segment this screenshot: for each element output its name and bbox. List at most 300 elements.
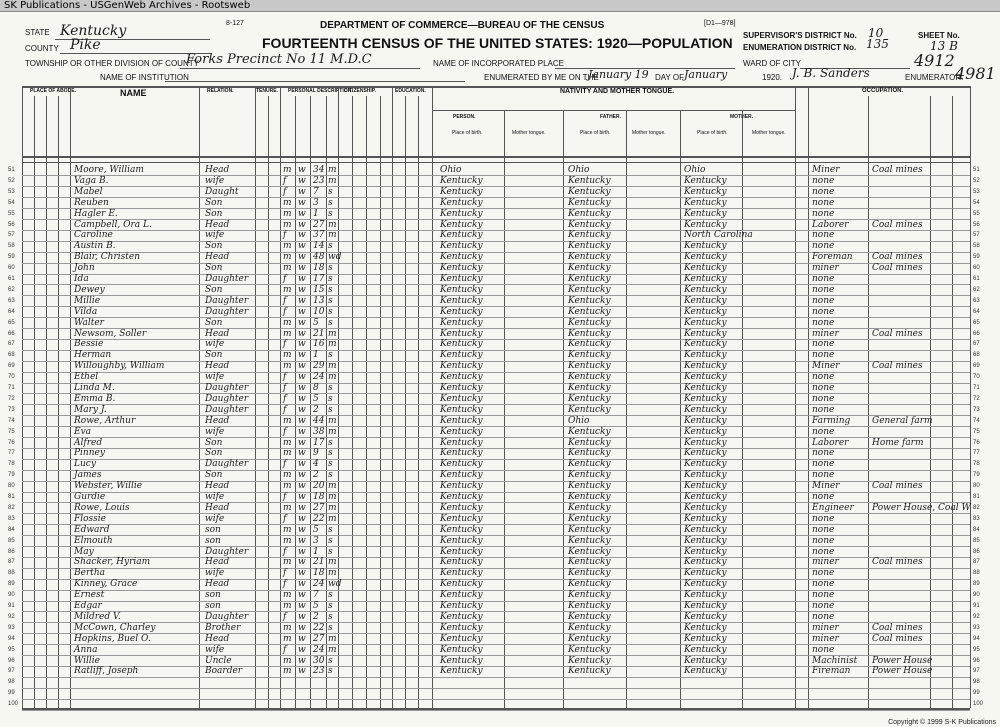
row-age: 23	[313, 175, 325, 186]
row-occupation: none	[812, 644, 835, 655]
row-age: 3	[313, 535, 319, 546]
row-line-number-right: 64	[973, 308, 980, 315]
row-relation: Son	[205, 350, 223, 361]
row-father-birthplace: Kentucky	[568, 393, 611, 404]
row-sex: m	[283, 197, 292, 208]
row-sex: m	[283, 350, 292, 361]
row-father-birthplace: Kentucky	[568, 633, 611, 644]
row-name: Eva	[74, 426, 92, 437]
row-line-number: 87	[8, 559, 15, 566]
row-marital-status: s	[328, 601, 333, 611]
row-line-number: 84	[8, 526, 15, 533]
row-sex: f	[283, 579, 287, 590]
row-line-number: 79	[8, 472, 15, 479]
row-line-number-right: 86	[973, 548, 980, 555]
row-race: w	[298, 230, 306, 241]
row-line-number-right: 55	[973, 210, 980, 217]
row-birthplace: Kentucky	[440, 666, 483, 677]
row-age: 21	[313, 557, 325, 568]
row-name: Herman	[74, 350, 112, 361]
col-mother-tongue-person: Mother tongue.	[512, 130, 546, 136]
row-line-number-right: 99	[973, 690, 980, 697]
row-occupation: miner	[812, 557, 839, 568]
row-line-number: 78	[8, 461, 15, 468]
row-line-number: 94	[8, 635, 15, 642]
row-birthplace: Kentucky	[440, 219, 483, 230]
row-father-birthplace: Kentucky	[568, 590, 611, 601]
row-father-birthplace: Kentucky	[568, 470, 611, 481]
row-name: Mabel	[74, 186, 103, 197]
row-line-number-right: 74	[973, 417, 980, 424]
row-father-birthplace: Kentucky	[568, 459, 611, 470]
row-relation: Head	[205, 252, 230, 263]
row-birthplace: Kentucky	[440, 186, 483, 197]
row-occupation: none	[812, 393, 835, 404]
row-occupation: Engineer	[812, 502, 854, 513]
row-father-birthplace: Kentucky	[568, 263, 611, 274]
row-age: 2	[313, 404, 319, 415]
row-race: w	[298, 622, 306, 633]
row-race: w	[298, 339, 306, 350]
section-citizenship: CITIZENSHIP.	[344, 88, 376, 94]
row-mother-birthplace: Kentucky	[684, 404, 727, 415]
row-industry: Coal mines	[872, 328, 923, 339]
row-birthplace: Kentucky	[440, 459, 483, 470]
row-birthplace: Kentucky	[440, 546, 483, 557]
row-industry: Coal mines	[872, 481, 923, 492]
row-sex: f	[283, 230, 287, 241]
row-birthplace: Kentucky	[440, 306, 483, 317]
row-marital-status: s	[328, 448, 333, 459]
row-occupation: none	[812, 295, 835, 306]
row-line-number: 100	[8, 701, 19, 708]
row-name: Shacker, Hyriam	[74, 557, 151, 568]
row-birthplace: Kentucky	[440, 426, 483, 437]
row-line-number-right: 96	[973, 657, 980, 664]
row-name: Rowe, Louis	[74, 502, 130, 513]
row-father-birthplace: Kentucky	[568, 426, 611, 437]
row-line-number-right: 62	[973, 286, 980, 293]
row-name: Pinney	[74, 448, 105, 459]
row-marital-status: m	[328, 513, 337, 524]
row-name: Mildred V.	[74, 611, 121, 622]
row-name: Flossie	[74, 513, 106, 524]
row-mother-birthplace: Kentucky	[684, 590, 727, 601]
row-relation: Son	[205, 317, 223, 328]
row-relation: wife	[205, 372, 225, 383]
row-mother-birthplace: Kentucky	[684, 492, 727, 502]
row-birthplace: Kentucky	[440, 350, 483, 361]
row-race: w	[298, 328, 306, 339]
row-relation: Son	[205, 448, 223, 459]
row-father-birthplace: Kentucky	[568, 568, 611, 579]
row-sex: m	[283, 590, 292, 601]
row-line-number-right: 100	[973, 701, 984, 708]
row-age: 24	[313, 644, 325, 655]
row-race: w	[298, 513, 306, 524]
row-sex: m	[283, 165, 292, 175]
stamp-number: 4912	[914, 51, 955, 70]
row-birthplace: Kentucky	[440, 644, 483, 655]
row-sex: f	[283, 644, 287, 655]
row-name: Willoughby, William	[74, 361, 165, 372]
row-line-number-right: 84	[973, 526, 980, 533]
sheet-value: 13 B	[930, 39, 958, 53]
row-name: Lucy	[74, 459, 96, 470]
row-birthplace: Kentucky	[440, 481, 483, 492]
row-occupation: none	[812, 568, 835, 579]
row-race: w	[298, 186, 306, 197]
row-race: w	[298, 219, 306, 230]
row-occupation: none	[812, 339, 835, 350]
row-line-number: 67	[8, 341, 15, 348]
row-sex: m	[283, 415, 292, 426]
row-birthplace: Kentucky	[440, 208, 483, 219]
row-birthplace: Kentucky	[440, 492, 483, 502]
row-name: Linda M.	[74, 383, 115, 393]
row-name: Kinney, Grace	[74, 579, 138, 590]
row-sex: m	[283, 252, 292, 263]
col-mother-tongue-father: Mother tongue.	[632, 130, 666, 136]
row-occupation: Laborer	[812, 219, 849, 230]
census-sheet	[0, 12, 1000, 727]
row-marital-status: s	[328, 186, 333, 197]
row-line-number: 73	[8, 406, 15, 413]
row-relation: Daughter	[205, 383, 249, 393]
row-name: Reuben	[74, 197, 109, 208]
row-relation: wife	[205, 175, 225, 186]
row-father-birthplace: Kentucky	[568, 241, 611, 252]
row-age: 27	[313, 502, 325, 513]
department-title: DEPARTMENT OF COMMERCE—BUREAU OF THE CENSUS	[320, 20, 605, 31]
row-race: w	[298, 655, 306, 666]
row-line-number-right: 81	[973, 494, 980, 500]
section-relation: RELATION.	[207, 88, 234, 94]
row-line-number-right: 89	[973, 581, 980, 588]
stamp-number-2: 4981	[955, 64, 996, 83]
row-birthplace: Kentucky	[440, 611, 483, 622]
state-value: Kentucky	[60, 23, 127, 39]
row-occupation: miner	[812, 263, 839, 274]
row-father-birthplace: Kentucky	[568, 197, 611, 208]
ed-label: ENUMERATION DISTRICT No.	[743, 43, 857, 52]
row-marital-status: s	[328, 611, 333, 622]
row-line-number-right: 58	[973, 243, 980, 250]
row-race: w	[298, 165, 306, 175]
row-sex: f	[283, 459, 287, 470]
row-rule	[22, 688, 970, 689]
row-occupation: none	[812, 492, 835, 502]
row-race: w	[298, 415, 306, 426]
row-age: 30	[313, 655, 325, 666]
row-mother-birthplace: Kentucky	[684, 284, 727, 295]
row-line-number: 93	[8, 624, 15, 631]
row-sex: f	[283, 175, 287, 186]
row-mother-birthplace: Ohio	[684, 165, 706, 175]
row-birthplace: Kentucky	[440, 502, 483, 513]
row-relation: wife	[205, 426, 225, 437]
row-industry: Power House	[872, 655, 933, 666]
row-race: w	[298, 557, 306, 568]
row-age: 5	[313, 524, 319, 535]
row-marital-status: s	[328, 666, 333, 677]
row-line-number: 52	[8, 177, 15, 184]
row-line-number-right: 52	[973, 177, 980, 184]
incorporated-label: NAME OF INCORPORATED PLACE	[433, 59, 564, 68]
row-line-number: 80	[8, 483, 15, 490]
row-birthplace: Kentucky	[440, 175, 483, 186]
row-marital-status: m	[328, 492, 337, 502]
row-line-number: 62	[8, 286, 15, 293]
row-father-birthplace: Kentucky	[568, 372, 611, 383]
row-name: Ratliff, Joseph	[74, 666, 139, 677]
row-relation: wife	[205, 568, 225, 579]
row-sex: f	[283, 339, 287, 350]
row-race: w	[298, 633, 306, 644]
row-mother-birthplace: Kentucky	[684, 252, 727, 263]
row-marital-status: m	[328, 415, 337, 426]
row-name: Bessie	[74, 339, 104, 350]
row-age: 21	[313, 328, 325, 339]
row-relation: son	[205, 601, 221, 611]
row-line-number: 75	[8, 428, 15, 435]
row-marital-status: s	[328, 524, 333, 535]
row-age: 7	[313, 186, 319, 197]
row-father-birthplace: Kentucky	[568, 437, 611, 448]
row-age: 4	[313, 459, 319, 470]
row-industry: Home farm	[872, 437, 924, 448]
row-mother-birthplace: Kentucky	[684, 633, 727, 644]
row-mother-birthplace: Kentucky	[684, 611, 727, 622]
row-name: Emma B.	[74, 393, 116, 404]
row-sex: f	[283, 306, 287, 317]
row-race: w	[298, 404, 306, 415]
row-marital-status: m	[328, 230, 337, 241]
row-race: w	[298, 568, 306, 579]
row-name: Vaga B.	[74, 175, 109, 186]
section-occupation: OCCUPATION.	[862, 88, 904, 94]
row-relation: wife	[205, 492, 225, 502]
enumerated-month: January	[684, 68, 728, 81]
row-occupation: none	[812, 197, 835, 208]
section-education: EDUCATION.	[395, 88, 426, 94]
row-name: Caroline	[74, 230, 113, 241]
row-line-number: 53	[8, 188, 15, 195]
row-mother-birthplace: Kentucky	[684, 437, 727, 448]
row-line-number: 71	[8, 385, 15, 391]
row-father-birthplace: Kentucky	[568, 502, 611, 513]
row-marital-status: s	[328, 470, 333, 481]
row-father-birthplace: Kentucky	[568, 535, 611, 546]
row-father-birthplace: Kentucky	[568, 524, 611, 535]
row-mother-birthplace: Kentucky	[684, 622, 727, 633]
row-name: Edgar	[74, 601, 102, 611]
row-line-number: 72	[8, 395, 15, 402]
row-race: w	[298, 492, 306, 502]
row-line-number-right: 70	[973, 374, 980, 381]
row-line-number: 56	[8, 221, 15, 228]
row-race: w	[298, 317, 306, 328]
row-line-number-right: 87	[973, 559, 980, 566]
row-age: 5	[313, 601, 319, 611]
row-birthplace: Kentucky	[440, 568, 483, 579]
section-mother: MOTHER.	[730, 114, 754, 120]
row-name: Blair, Christen	[74, 252, 140, 263]
row-relation: Son	[205, 241, 223, 252]
row-marital-status: s	[328, 295, 333, 306]
row-father-birthplace: Kentucky	[568, 655, 611, 666]
day-of-label: DAY OF	[655, 73, 685, 82]
row-sex: f	[283, 611, 287, 622]
row-name: Newsom, Soller	[74, 328, 147, 339]
row-age: 24	[313, 579, 325, 590]
row-industry: Coal mines	[872, 622, 923, 633]
row-age: 22	[313, 622, 325, 633]
row-mother-birthplace: Kentucky	[684, 655, 727, 666]
row-race: w	[298, 306, 306, 317]
row-mother-birthplace: Kentucky	[684, 350, 727, 361]
row-race: w	[298, 372, 306, 383]
row-birthplace: Kentucky	[440, 601, 483, 611]
row-occupation: none	[812, 241, 835, 252]
row-race: w	[298, 481, 306, 492]
row-sex: m	[283, 328, 292, 339]
row-age: 23	[313, 666, 325, 677]
row-mother-birthplace: Kentucky	[684, 328, 727, 339]
row-name: James	[74, 470, 102, 481]
row-race: w	[298, 175, 306, 186]
row-mother-birthplace: Kentucky	[684, 241, 727, 252]
row-name: Campbell, Ora L.	[74, 219, 152, 230]
row-line-number: 83	[8, 515, 15, 522]
row-occupation: none	[812, 404, 835, 415]
row-line-number: 68	[8, 352, 15, 359]
row-name: Walter	[74, 317, 104, 328]
row-race: w	[298, 350, 306, 361]
row-marital-status: s	[328, 306, 333, 317]
row-line-number: 51	[8, 167, 15, 173]
row-occupation: none	[812, 186, 835, 197]
row-age: 18	[313, 492, 325, 502]
row-father-birthplace: Kentucky	[568, 622, 611, 633]
row-age: 22	[313, 513, 325, 524]
row-age: 16	[313, 339, 325, 350]
row-age: 8	[313, 383, 319, 393]
row-marital-status: s	[328, 208, 333, 219]
row-occupation: none	[812, 535, 835, 546]
row-relation: wife	[205, 644, 225, 655]
row-birthplace: Kentucky	[440, 197, 483, 208]
row-marital-status: m	[328, 165, 337, 175]
row-race: w	[298, 535, 306, 546]
row-occupation: none	[812, 306, 835, 317]
section-father: FATHER.	[600, 114, 622, 120]
row-father-birthplace: Kentucky	[568, 328, 611, 339]
row-birthplace: Kentucky	[440, 513, 483, 524]
row-name: Dewey	[74, 284, 105, 295]
row-race: w	[298, 437, 306, 448]
row-mother-birthplace: Kentucky	[684, 524, 727, 535]
row-occupation: none	[812, 175, 835, 186]
row-line-number: 90	[8, 592, 15, 599]
row-father-birthplace: Kentucky	[568, 361, 611, 372]
row-name: Hopkins, Buel O.	[74, 633, 151, 644]
row-age: 7	[313, 590, 319, 601]
col-place-of-birth-mother: Place of birth.	[697, 130, 728, 136]
row-age: 29	[313, 361, 325, 372]
row-line-number-right: 65	[973, 319, 980, 326]
row-marital-status: s	[328, 393, 333, 404]
row-name: Webster, Willie	[74, 481, 143, 492]
row-line-number-right: 98	[973, 679, 980, 686]
row-sex: m	[283, 502, 292, 513]
row-birthplace: Kentucky	[440, 361, 483, 372]
row-line-number-right: 76	[973, 439, 980, 446]
enumerator-label: ENUMERATOR.	[905, 73, 964, 82]
row-father-birthplace: Kentucky	[568, 230, 611, 241]
row-age: 27	[313, 633, 325, 644]
row-line-number: 95	[8, 646, 15, 653]
row-race: w	[298, 252, 306, 263]
row-relation: Son	[205, 284, 223, 295]
row-race: w	[298, 524, 306, 535]
row-father-birthplace: Kentucky	[568, 350, 611, 361]
row-name: Edward	[74, 524, 110, 535]
row-industry: Coal mines	[872, 361, 923, 372]
row-relation: Head	[205, 481, 230, 492]
row-name: Rowe, Arthur	[74, 415, 136, 426]
row-birthplace: Kentucky	[440, 339, 483, 350]
row-relation: Son	[205, 470, 223, 481]
row-name: Ida	[74, 274, 89, 284]
row-occupation: none	[812, 284, 835, 295]
row-line-number-right: 80	[973, 483, 980, 490]
row-line-number: 82	[8, 504, 15, 511]
row-father-birthplace: Kentucky	[568, 186, 611, 197]
row-marital-status: s	[328, 622, 333, 633]
row-relation: Daughter	[205, 546, 249, 557]
section-personal: PERSONAL DESCRIPTION.	[288, 88, 353, 94]
row-age: 27	[313, 219, 325, 230]
supervisor-value: 10	[868, 26, 884, 40]
row-father-birthplace: Kentucky	[568, 579, 611, 590]
row-sex: m	[283, 437, 292, 448]
row-industry: General farm	[872, 415, 933, 426]
row-occupation: none	[812, 611, 835, 622]
row-mother-birthplace: Kentucky	[684, 208, 727, 219]
row-birthplace: Kentucky	[440, 241, 483, 252]
row-sex: m	[283, 666, 292, 677]
row-sex: m	[283, 470, 292, 481]
row-line-number-right: 67	[973, 341, 980, 348]
row-occupation: none	[812, 317, 835, 328]
row-race: w	[298, 502, 306, 513]
row-marital-status: m	[328, 328, 337, 339]
row-mother-birthplace: Kentucky	[684, 470, 727, 481]
row-marital-status: m	[328, 361, 337, 372]
row-occupation: miner	[812, 633, 839, 644]
year: 1920.	[762, 73, 783, 82]
row-father-birthplace: Kentucky	[568, 666, 611, 677]
row-line-number-right: 69	[973, 363, 980, 370]
row-race: w	[298, 197, 306, 208]
row-marital-status: m	[328, 372, 337, 383]
row-birthplace: Kentucky	[440, 230, 483, 241]
row-birthplace: Kentucky	[440, 393, 483, 404]
row-relation: Boarder	[205, 666, 243, 677]
row-line-number: 77	[8, 450, 15, 457]
row-occupation: none	[812, 579, 835, 590]
